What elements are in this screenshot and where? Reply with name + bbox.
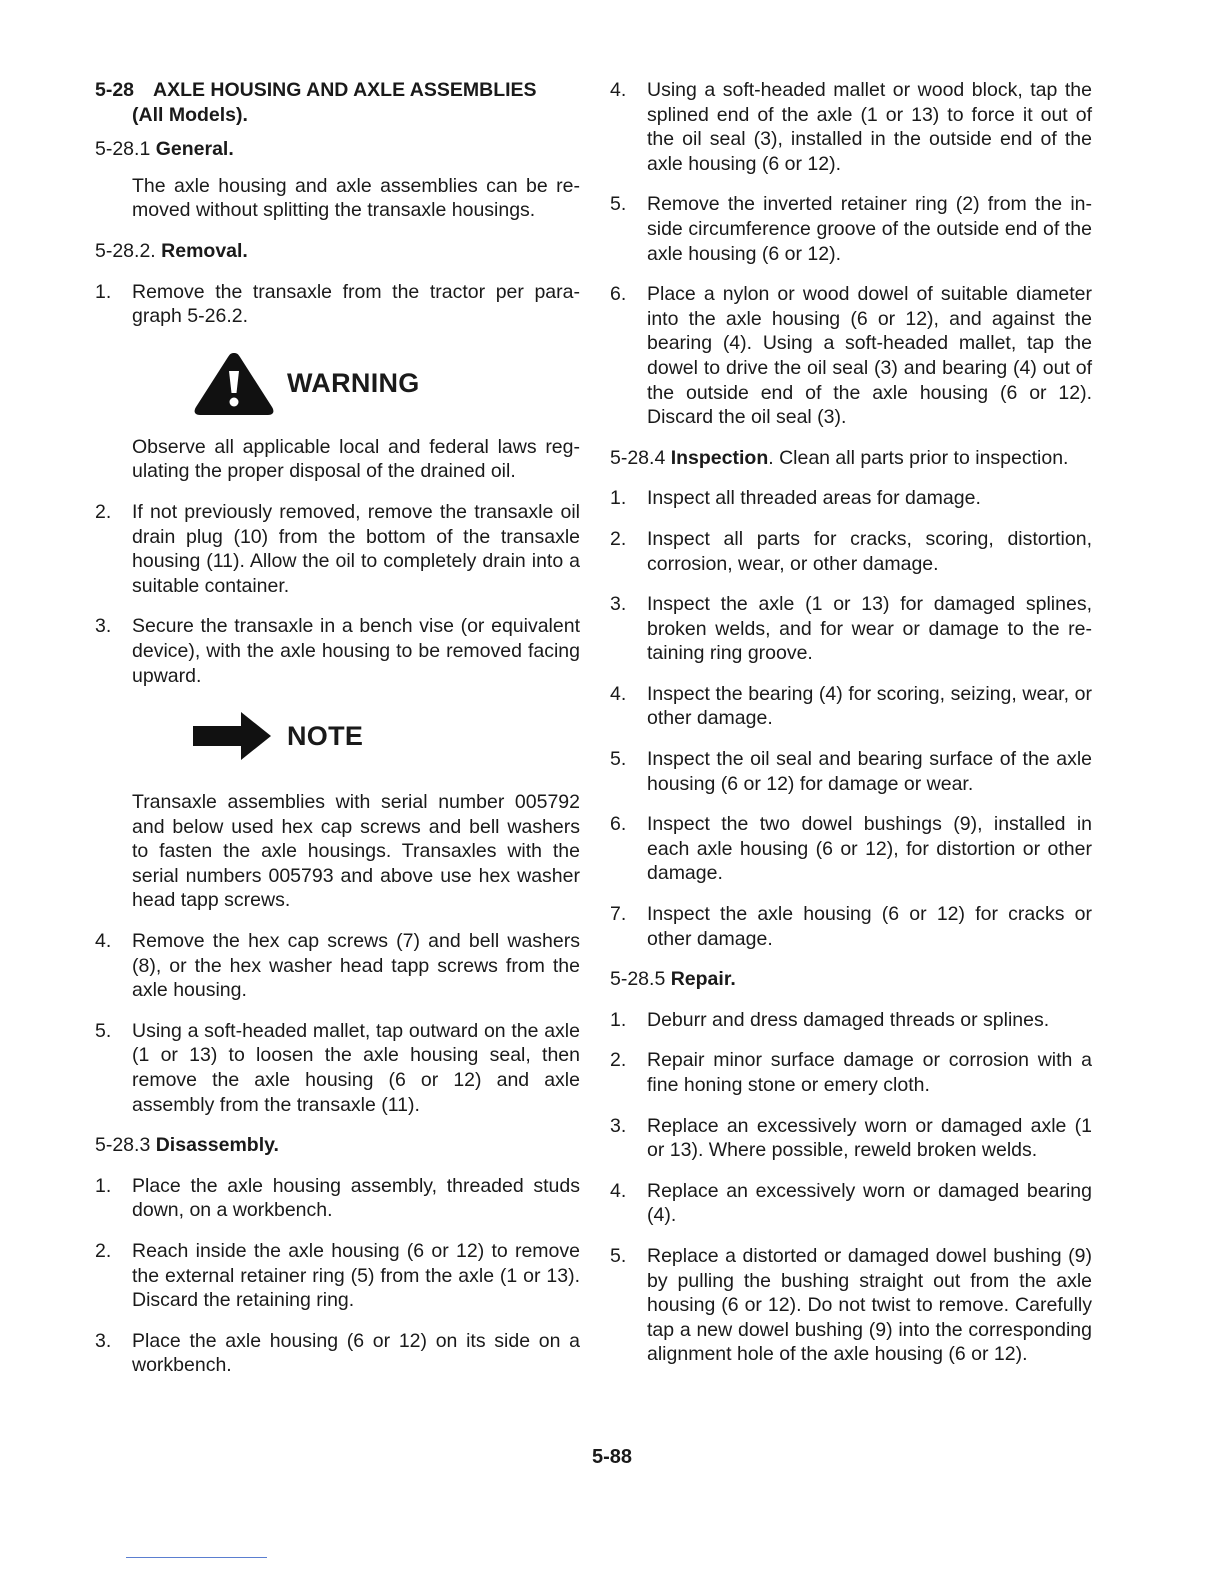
repair-heading — [610, 967, 1092, 992]
step-text: Replace an excessively worn or damaged bearing (4). — [647, 1179, 1092, 1227]
step-text: Replace an excessively worn or damaged axle (1 or 13). Where possible, reweld broken welds. — [647, 1114, 1092, 1162]
inspection-title: Inspection — [670, 446, 769, 469]
step-number: 3. — [95, 615, 112, 638]
repair-step — [610, 1244, 1092, 1367]
warning-text: Observe all applicable local and federal laws regulating the proper disposal of the drained oil. — [132, 435, 580, 483]
warning-icon — [191, 349, 277, 419]
disassembly-step — [610, 78, 1092, 176]
step-text: Secure the transaxle in a bench vise (or equivalent device), with the axle housing to be removed facing upward. — [132, 615, 580, 687]
note-callout — [191, 710, 580, 762]
disassembly-step — [610, 192, 1092, 266]
disassembly-step — [95, 1174, 580, 1223]
inspection-step — [610, 747, 1092, 796]
step-text: Inspect the axle housing (6 or 12) for cracks or other damage. — [647, 903, 1092, 950]
repair-step — [610, 1048, 1092, 1097]
removal-heading — [95, 239, 580, 264]
step-number: 3. — [610, 1114, 627, 1137]
step-text: Remove the transaxle from the tractor per paragraph 5-26.2. — [132, 280, 580, 328]
page-number: 5-88 — [591, 1446, 633, 1468]
repair-title: Repair. — [670, 968, 736, 991]
step-number: 1. — [610, 487, 627, 510]
section-heading — [95, 78, 580, 127]
disassembly-step — [610, 282, 1092, 430]
removal-step — [95, 614, 580, 688]
step-text: Inspect the oil seal and bearing surface of the axle housing (6 or 12) for damage or wear. — [647, 748, 1092, 795]
section-title: AXLE HOUSING AND AXLE ASSEMBLIES — [153, 79, 537, 101]
removal-title: Removal. — [161, 239, 248, 262]
general-number: 5-28.1 — [95, 138, 151, 161]
removal-step — [95, 280, 580, 329]
disassembly-step — [95, 1329, 580, 1378]
general-heading — [95, 137, 580, 162]
inspection-heading — [610, 446, 1092, 471]
removal-step — [95, 500, 580, 598]
step-text: Using a soft-headed mallet or wood block, tap the splined end of the axle (1 or 13) to force it out of the oil seal (3), installed in the outside end of the axle housing (6 or 12). — [647, 79, 1092, 175]
step-text: Inspect all parts for cracks, scoring, distortion, corrosion, wear, or other damage. — [647, 527, 1092, 575]
step-number: 2. — [95, 1240, 112, 1262]
removal-step — [95, 929, 580, 1003]
section-title-line2: (All Models). — [132, 103, 248, 126]
right-column — [610, 78, 1092, 1383]
step-number: 2. — [610, 1049, 627, 1072]
step-text: Inspect the axle (1 or 13) for damaged splines, broken welds, and for wear or damage to the retaining ring groove. — [647, 593, 1092, 665]
footer-rule — [126, 1557, 267, 1558]
step-text: Using a soft-headed mallet, tap outward on the axle (1 or 13) to loosen the axle housing seal, then remove the axle housing (6 or 12) and axle assembly from the transaxle (11). — [132, 1019, 580, 1116]
inspection-step — [610, 592, 1092, 666]
step-number: 1. — [95, 280, 112, 303]
step-number: 4. — [610, 682, 627, 705]
step-text: Deburr and dress damaged threads or splines. — [647, 1008, 1050, 1031]
arrow-icon — [191, 710, 277, 762]
step-text: Inspect the bearing (4) for scoring, seizing, wear, or other damage. — [647, 682, 1092, 730]
repair-step — [610, 1179, 1092, 1228]
step-text: Place the axle housing assembly, threaded studs down, on a workbench. — [132, 1174, 580, 1222]
step-text: Inspect all threaded areas for damage. — [647, 487, 981, 510]
step-number: 7. — [610, 903, 627, 926]
inspection-number: 5-28.4 — [610, 446, 666, 469]
inspection-step — [610, 527, 1092, 576]
inspection-step — [610, 682, 1092, 731]
inspection-step — [610, 812, 1092, 886]
inspection-intro: . Clean all parts prior to inspection. — [768, 446, 1069, 469]
step-number: 5. — [95, 1019, 112, 1042]
step-number: 2. — [95, 500, 112, 523]
disassembly-number: 5-28.3 — [95, 1134, 151, 1157]
step-number: 5. — [610, 1244, 627, 1267]
inspection-step — [610, 902, 1092, 951]
disassembly-title: Disassembly. — [155, 1134, 279, 1157]
step-text: Inspect the two dowel bushings (9), installed in each axle housing (6 or 12), for distortion or other damage. — [647, 813, 1092, 885]
step-number: 4. — [95, 930, 112, 953]
disassembly-step — [95, 1239, 580, 1313]
removal-number: 5-28.2. — [95, 239, 156, 262]
step-number: 1. — [95, 1174, 112, 1197]
step-number: 6. — [610, 283, 627, 306]
step-number: 1. — [610, 1008, 627, 1031]
removal-step — [95, 1019, 580, 1117]
step-number: 4. — [610, 1179, 627, 1202]
warning-callout — [191, 349, 580, 419]
general-title: General. — [155, 138, 234, 161]
step-text: Place the axle housing (6 or 12) on its side on a workbench. — [132, 1329, 580, 1377]
disassembly-heading — [95, 1133, 580, 1158]
step-number: 5. — [610, 748, 627, 771]
step-text: Remove the hex cap screws (7) and bell washers (8), or the hex washer head tapp screws from the axle housing. — [132, 930, 580, 1002]
note-text: Transaxle assemblies with serial number 005792 and below used hex cap screws and bell washers to fasten the axle housings. Transaxles with the serial numbers 005793 and above use hex washer head tapp screws. — [132, 791, 580, 912]
step-number: 3. — [610, 593, 627, 616]
step-number: 6. — [610, 813, 627, 836]
general-text: The axle housing and axle assemblies can be removed without splitting the transaxle housings. — [132, 174, 580, 222]
inspection-step — [610, 486, 1092, 511]
step-text: Repair minor surface damage or corrosion with a fine honing stone or emery cloth. — [647, 1049, 1092, 1096]
step-text: If not previously removed, remove the transaxle oil drain plug (10) from the bottom of the transaxle housing (11). Allow the oil to completely drain into a suitable container. — [132, 500, 580, 597]
step-number: 4. — [610, 79, 627, 101]
step-text: Remove the inverted retainer ring (2) from the inside circumference groove of the outside end of the axle housing (6 or 12). — [647, 193, 1092, 265]
step-number: 2. — [610, 527, 627, 550]
left-column — [95, 78, 580, 1394]
step-number: 3. — [95, 1329, 112, 1352]
repair-step — [610, 1114, 1092, 1163]
step-number: 5. — [610, 193, 627, 216]
step-text: Place a nylon or wood dowel of suitable diameter into the axle housing (6 or 12), and against the bearing (4). Using a soft-headed mallet, tap the dowel to drive the oil seal (3) and bearing (4) out of the outside end of the axle housing (6 or 12). Discard the oil seal (3). — [647, 283, 1092, 429]
step-text: Reach inside the axle housing (6 or 12) to remove the external retainer ring (5) from the axle (1 or 13). Discard the retaining ring. — [132, 1240, 580, 1312]
repair-number: 5-28.5 — [610, 968, 666, 991]
section-number: 5-28 — [95, 79, 135, 101]
warning-label: WARNING — [287, 368, 420, 399]
step-text: Replace a distorted or damaged dowel bushing (9) by pulling the bushing straight out from the axle housing (6 or 12). Do not twist to remove. Carefully tap a new dowel bushing (9) into the corresponding alignment hole of the axle housing (6 or 12). — [647, 1244, 1092, 1366]
repair-step — [610, 1008, 1092, 1033]
note-label: NOTE — [287, 720, 364, 751]
